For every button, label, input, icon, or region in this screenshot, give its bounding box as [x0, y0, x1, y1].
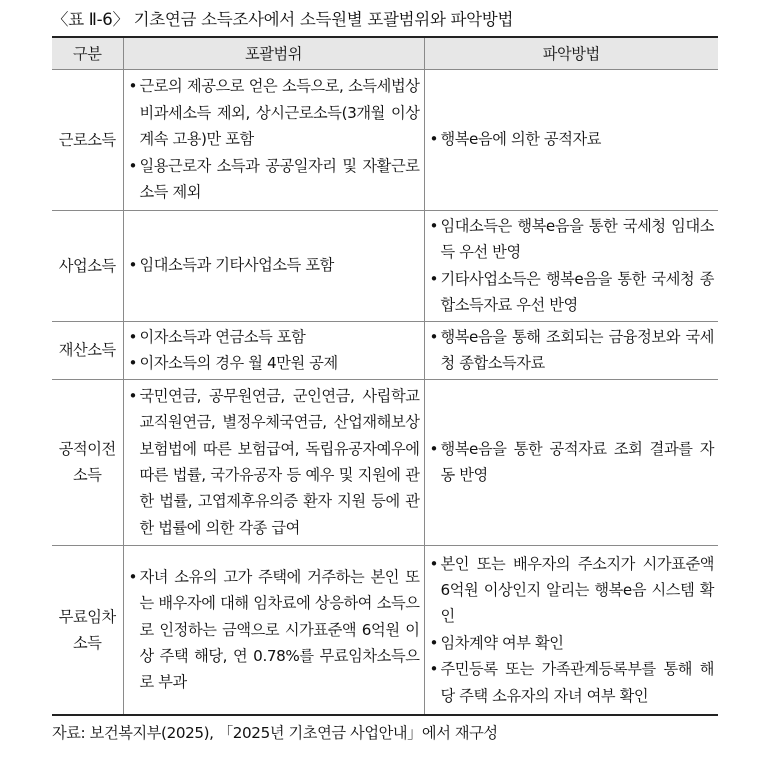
header-category: 구분: [52, 37, 123, 69]
method-item: • 본인 또는 배우자의 주소지가 시가표준액 6억원 이상인지 알리는 행복e음 시스템 확인: [429, 551, 715, 630]
category-line: 소득: [72, 466, 102, 484]
method-item: • 임차계약 여부 확인: [429, 630, 715, 656]
category-line: 소득: [72, 633, 102, 652]
row-category: [52, 379, 123, 545]
row-method: [424, 545, 718, 715]
row-category: [52, 321, 123, 379]
header-scope: 포괄범위: [123, 37, 424, 69]
category-line: 공적이전: [58, 440, 116, 458]
row-category: [52, 545, 123, 715]
row-method: [424, 321, 718, 379]
row-category: [52, 210, 123, 321]
table-header-row: [52, 37, 718, 69]
row-scope: [123, 321, 424, 379]
table-row: [52, 69, 718, 210]
scope-item: • 이자소득과 연금소득 포함: [128, 324, 420, 350]
table-row: [52, 321, 718, 379]
header-method: 파악방법: [424, 37, 718, 69]
method-item: • 행복e음을 통한 공적자료 조회 결과를 자동 반영: [429, 436, 715, 489]
method-item: • 행복e음을 통해 조회되는 금융정보와 국세청 종합소득자료: [429, 324, 715, 377]
row-method: [424, 69, 718, 210]
table-row: [52, 545, 718, 715]
row-method: [424, 210, 718, 321]
row-scope: [123, 69, 424, 210]
source-note: 자료: 보건복지부(2025), 「2025년 기초연금 사업안내」에서 재구성: [52, 724, 498, 742]
row-scope: [123, 379, 424, 545]
table-title: 〈표 Ⅱ-6〉 기초연금 소득조사에서 소득원별 포괄범위와 파악방법: [52, 10, 514, 29]
method-item: • 행복e음에 의한 공적자료: [429, 126, 715, 152]
income-scope-table: [52, 36, 718, 716]
table-row: [52, 210, 718, 321]
method-item: • 주민등록 또는 가족관계등록부를 통해 해당 주택 소유자의 자녀 여부 확인: [429, 656, 715, 709]
scope-item: • 근로의 제공으로 얻은 소득으로, 소득세법상 비과세소득 제외, 상시근로소득(3개월 이상 계속 고용)만 포함: [128, 73, 420, 152]
scope-item: • 국민연금, 공무원연금, 군인연금, 사립학교교직원연금, 별정우체국연금, 산업재해보상보험법에 따른 보험급여, 독립유공자예우에 따른 법률, 국가유공자 등 예우 및 지원에 관한 법률, 고엽제후유의증 환자 지원 등에 관한 법률에 의한 각종 급여: [128, 383, 420, 541]
category-line: 재산소득: [58, 341, 116, 359]
method-item: • 임대소득은 행복e음을 통한 국세청 임대소득 우선 반영: [429, 213, 715, 266]
method-item: • 기타사업소득은 행복e음을 통한 국세청 종합소득자료 우선 반영: [429, 266, 715, 319]
category-line: 근로소득: [58, 130, 116, 149]
row-method: [424, 379, 718, 545]
row-scope: [123, 545, 424, 715]
scope-item: • 일용근로자 소득과 공공일자리 및 자활근로소득 제외: [128, 153, 420, 206]
category-line: 사업소득: [58, 256, 116, 275]
row-scope: [123, 210, 424, 321]
row-category: [52, 69, 123, 210]
scope-item: • 임대소득과 기타사업소득 포함: [128, 252, 420, 278]
category-line: 무료임차: [58, 607, 116, 626]
scope-item: • 이자소득의 경우 월 4만원 공제: [128, 350, 420, 376]
scope-item: • 자녀 소유의 고가 주택에 거주하는 본인 또는 배우자에 대해 임차료에 상응하여 소득으로 인정하는 금액으로 시가표준액 6억원 이상 주택 해당, 연 0.78%를 무료임차소득으로 부과: [128, 564, 420, 696]
table-row: [52, 379, 718, 545]
